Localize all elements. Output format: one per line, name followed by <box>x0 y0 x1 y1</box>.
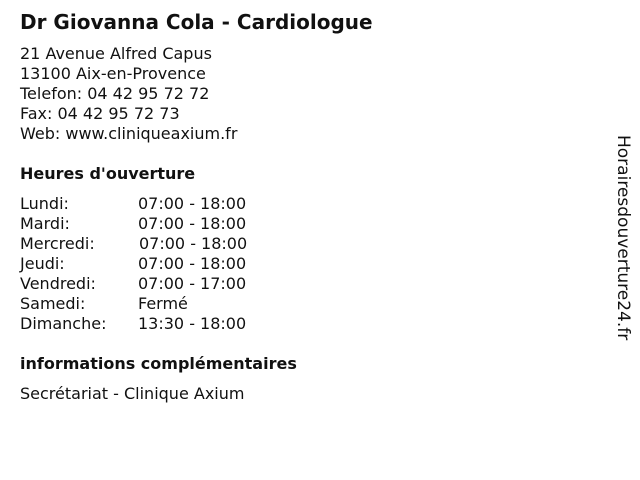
time-range: 13:30 - 18:00 <box>138 314 247 333</box>
time-range: 07:00 - 18:00 <box>138 194 247 213</box>
time-range: 07:00 - 17:00 <box>138 274 247 293</box>
time-range: Fermé <box>138 294 188 313</box>
hours-row <box>20 254 247 274</box>
page-title: Dr Giovanna Cola - Cardiologue <box>20 10 373 34</box>
hours-row <box>20 194 247 214</box>
address-street: 21 Avenue Alfred Capus <box>20 44 212 63</box>
hours-heading: Heures d'ouverture <box>20 164 196 183</box>
day-label: Mercredi: <box>20 234 95 253</box>
info-text: Secrétariat - Clinique Axium <box>20 384 245 403</box>
time-range: 07:00 - 18:00 <box>138 214 247 233</box>
hours-row <box>20 294 247 314</box>
phone-number: Telefon: 04 42 95 72 72 <box>20 84 210 103</box>
hours-row <box>20 234 247 254</box>
site-watermark: Horairesdouverture24.fr <box>613 135 633 341</box>
address-block <box>20 44 237 144</box>
day-label: Jeudi: <box>20 254 65 273</box>
hours-row <box>20 314 247 334</box>
website: Web: www.cliniqueaxium.fr <box>20 124 238 143</box>
day-label: Lundi: <box>20 194 69 213</box>
fax-number: Fax: 04 42 95 72 73 <box>20 104 180 123</box>
day-label: Dimanche: <box>20 314 107 333</box>
opening-hours-table <box>20 194 247 334</box>
day-label: Mardi: <box>20 214 70 233</box>
address-city: 13100 Aix-en-Provence <box>20 64 206 83</box>
info-heading: informations complémentaires <box>20 354 297 373</box>
day-label: Vendredi: <box>20 274 96 293</box>
hours-row <box>20 214 247 234</box>
hours-row <box>20 274 247 294</box>
time-range: 07:00 - 18:00 <box>138 254 247 273</box>
time-range: 07:00 - 18:00 <box>139 234 248 253</box>
day-label: Samedi: <box>20 294 86 313</box>
